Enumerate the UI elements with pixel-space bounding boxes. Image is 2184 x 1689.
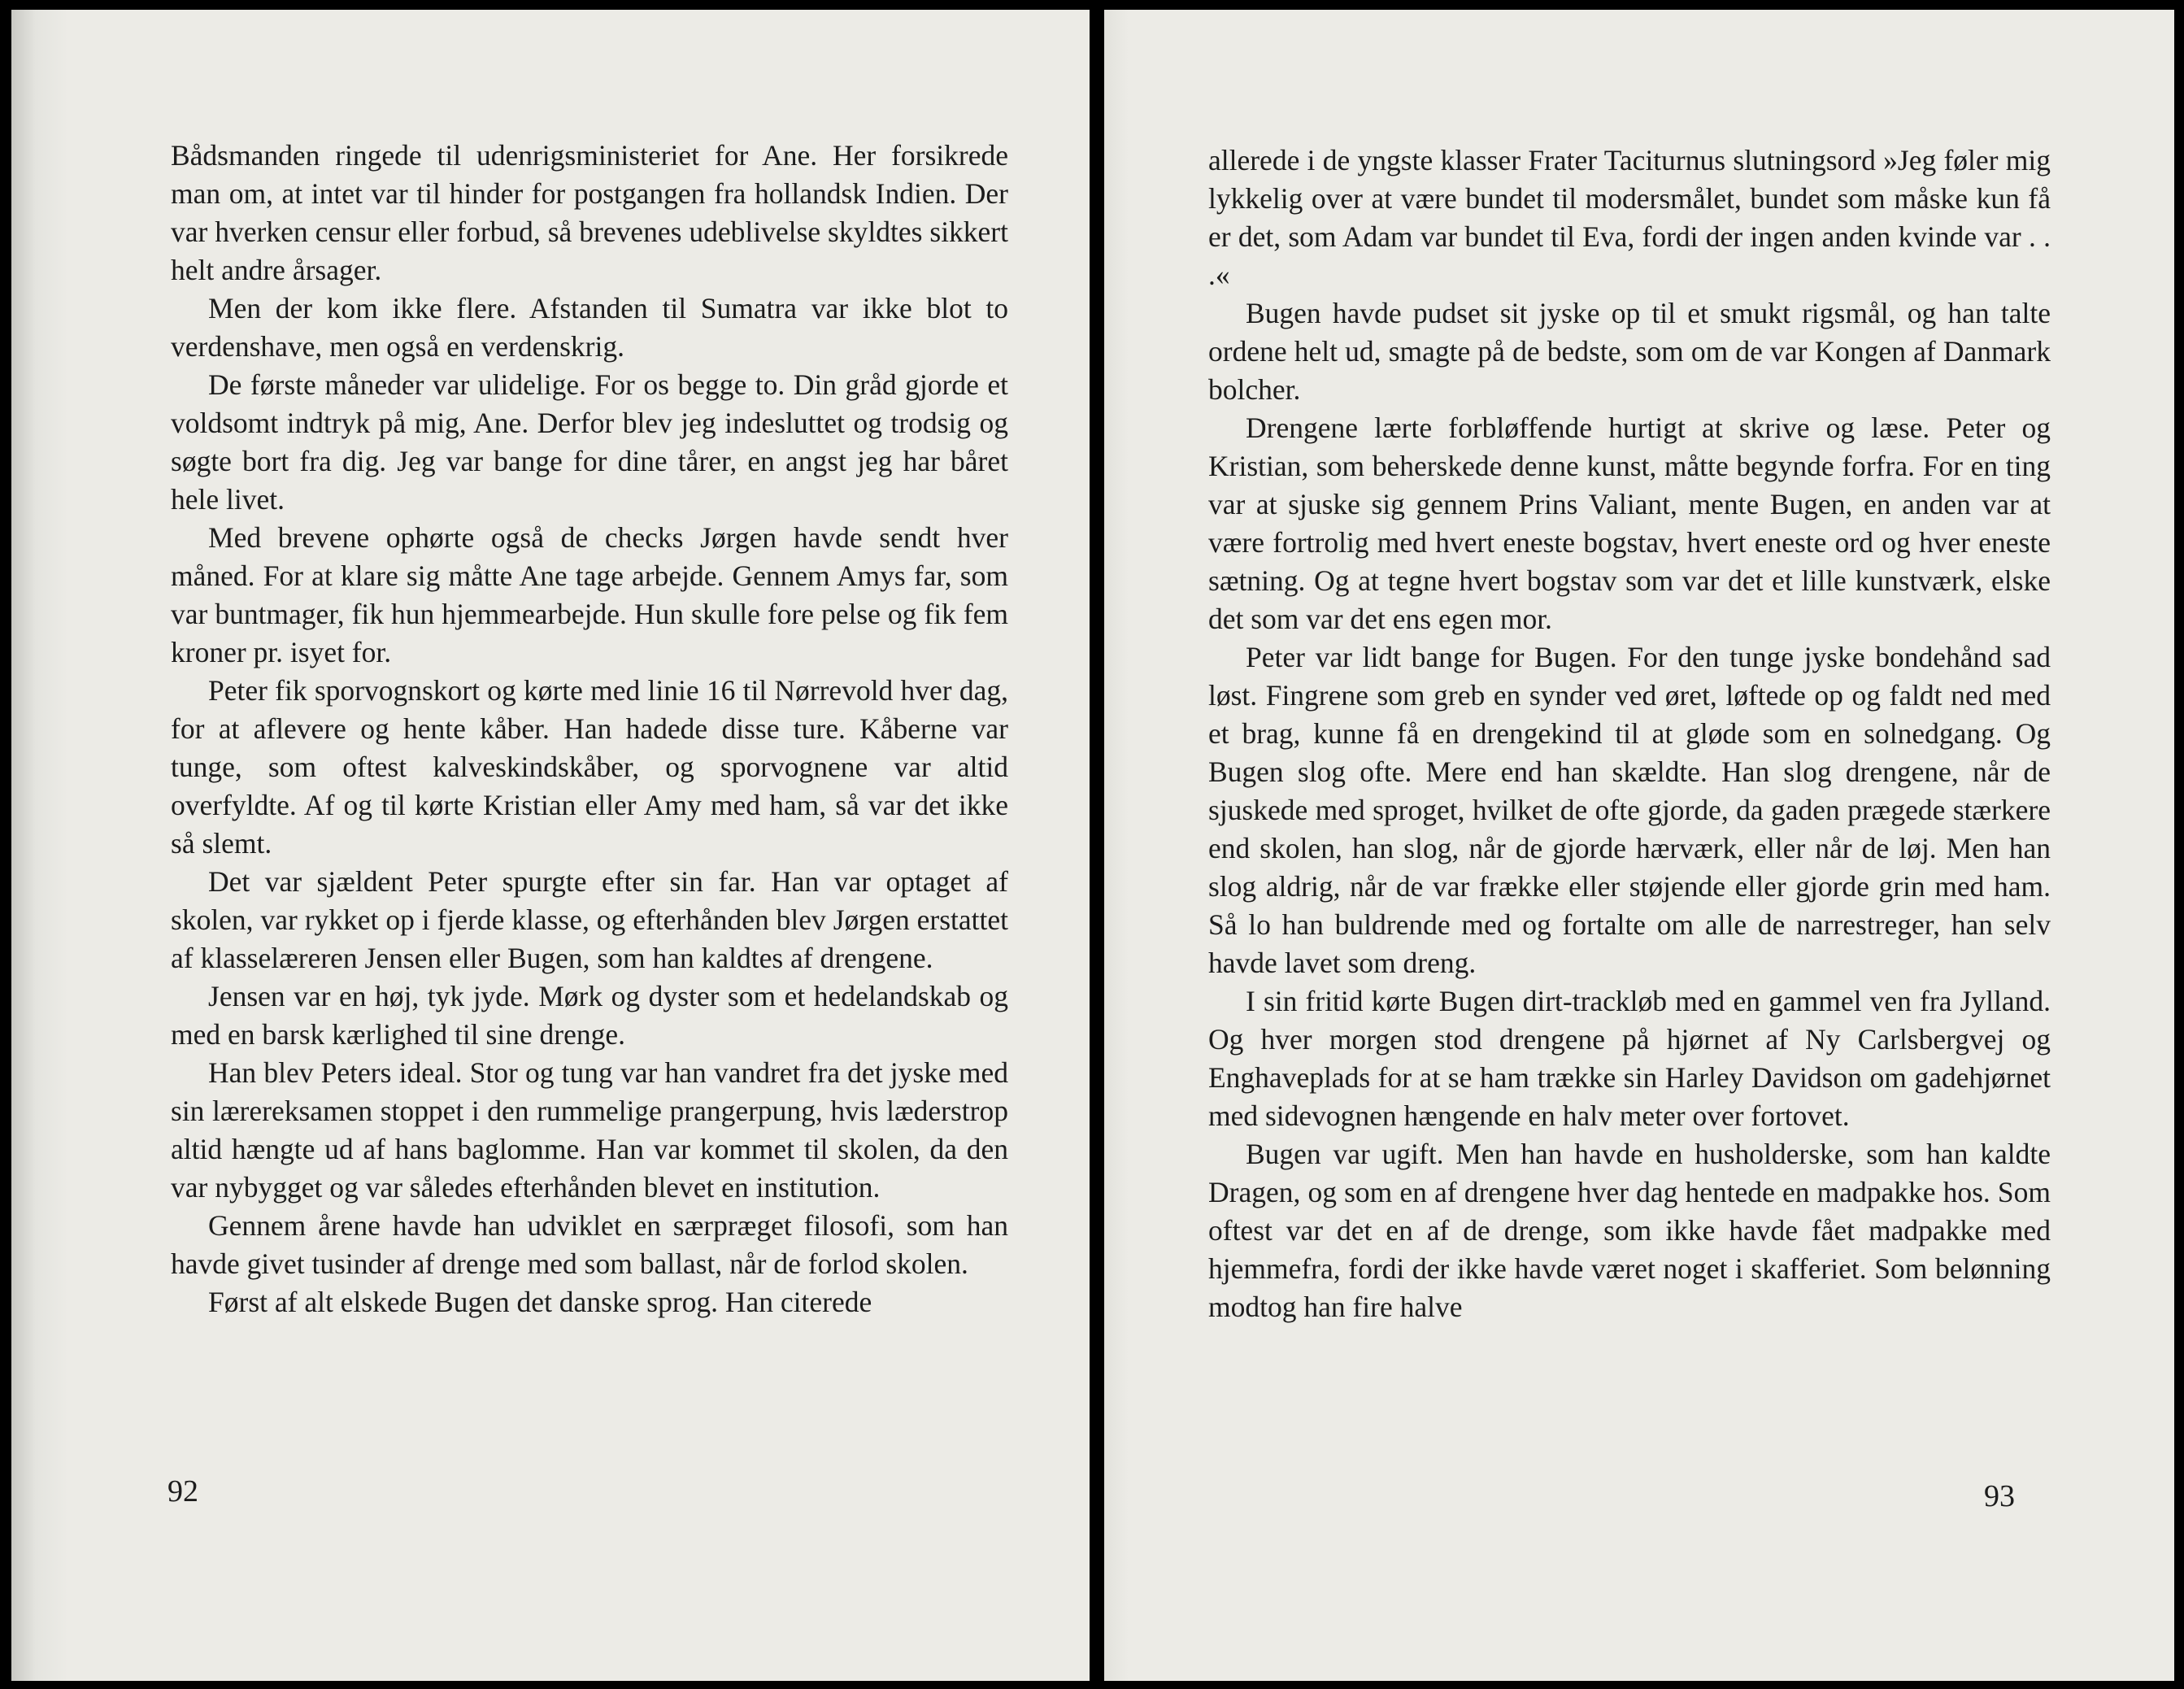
right-page [1104,10,2174,1681]
paragraph: Han blev Peters ideal. Stor og tung var han vandret fra det jyske med sin lærereksamen stoppet i den rummelige prangerpung, hvis læderstrop altid hængte ud af hans baglomme. Han var kommet til skolen, da den var nybygget og var således efterhånden blevet en institution. [171,1056,1008,1204]
paragraph: Først af alt elskede Bugen det danske sprog. Han citerede [208,1286,872,1318]
paragraph: Gennem årene havde han udviklet en særpræget filosofi, som han havde givet tusinder af drenge med som ballast, når de forlod skolen. [171,1209,1008,1280]
paragraph: I sin fritid kørte Bugen dirt-trackløb med en gammel ven fra Jylland. Og hver morgen stod drengene på hjørnet af Ny Carlsbergvej og Enghaveplads for at se ham trække sin Harley Davidson om gadehjørnet med sidevognen hængende en halv meter over fortovet. [1208,985,2051,1132]
paragraph: Jensen var en høj, tyk jyde. Mørk og dyster som et hedelandskab og med en barsk kærlighed til sine drenge. [171,980,1008,1051]
paragraph: Men der kom ikke flere. Afstanden til Sumatra var ikke blot to verdenshave, men også en verdenskrig. [171,292,1008,363]
left-page [11,10,1090,1681]
right-page-text [1208,141,2051,1326]
paragraph: Peter fik sporvognskort og kørte med linie 16 til Nørrevold hver dag, for at aflevere og hente kåber. Han hadede disse ture. Kåberne var tunge, som oftest kalveskindskåber, og sporvognene var altid overfyldte. Af og til kørte Kristian eller Amy med ham, så var det ikke så slemt. [171,674,1008,860]
paragraph: allerede i de yngste klasser Frater Taciturnus slutningsord »Jeg føler mig lykkelig over at være bundet til modersmålet, bundet som måske kun få er det, som Adam var bundet til Eva, fordi der ingen anden kvinde var . . .« [1208,144,2051,291]
paragraph: Det var sjældent Peter spurgte efter sin far. Han var optaget af skolen, var rykket op i fjerde klasse, og efterhånden blev Jørgen erstattet af klasselæreren Jensen eller Bugen, som han kaldtes af drengene. [171,865,1008,974]
paragraph: Bugen havde pudset sit jyske op til et smukt rigsmål, og han talte ordene helt ud, smagte på de bedste, som om de var Kongen af Danmark bolcher. [1208,297,2051,406]
paragraph: Bådsmanden ringede til udenrigsministeriet for Ane. Her forsikrede man om, at intet var til hinder for postgangen fra hollandsk Indien. Der var hverken censur eller forbud, så brevenes udeblivelse skyldtes sikkert helt andre årsager. [171,139,1008,286]
paragraph: Med brevene ophørte også de checks Jørgen havde sendt hver måned. For at klare sig måtte Ane tage arbejde. Gennem Amys far, som var buntmager, fik hun hjemmearbejde. Hun skulle fore pelse og fik fem kroner pr. isyet for. [171,521,1008,668]
page-number: 92 [167,1474,198,1508]
page-number: 93 [1984,1479,2015,1513]
paragraph: De første måneder var ulidelige. For os begge to. Din gråd gjorde et voldsomt indtryk på mig, Ane. Derfor blev jeg indesluttet og trodsig og søgte bort fra dig. Jeg var bange for dine tårer, en angst jeg har båret hele livet. [171,368,1008,516]
paragraph: Drengene lærte forbløffende hurtigt at skrive og læse. Peter og Kristian, som beherskede denne kunst, måtte begynde forfra. For en ting var at sjuske sig gennem Prins Valiant, mente Bugen, en anden var at være fortrolig med hvert eneste bogstav, hvert eneste ord og hver eneste sætning. Og at tegne hvert bogstav som var det et lille kunstværk, elske det som var det ens egen mor. [1208,411,2051,635]
paragraph: Bugen var ugift. Men han havde en husholderske, som han kaldte Dragen, og som en af drengene hver dag hentede en madpakke hos. Som oftest var det en af de drenge, som ikke havde fået madpakke med hjemmefra, fordi der ikke havde været noget i skafferiet. Som belønning modtog han fire halve [1208,1138,2051,1323]
paragraph: Peter var lidt bange for Bugen. For den tunge jyske bondehånd sad løst. Fingrene som greb en synder ved øret, løftede op og faldt ned med et brag, kunne få en drengekind til at gløde som en solnedgang. Og Bugen slog ofte. Mere end han skældte. Han slog drengene, når de sjuskede med sproget, hvilket de ofte gjorde, da gaden prægede stærkere end skolen, han slog, når de gjorde hærværk, eller når de løj. Men han slog aldrig, når de var frække eller støjende eller gjorde grin med ham. Så lo han buldrende med og fortalte om alle de narrestreger, han selv havde lavet som dreng. [1208,641,2051,979]
left-page-text [171,137,1008,1321]
